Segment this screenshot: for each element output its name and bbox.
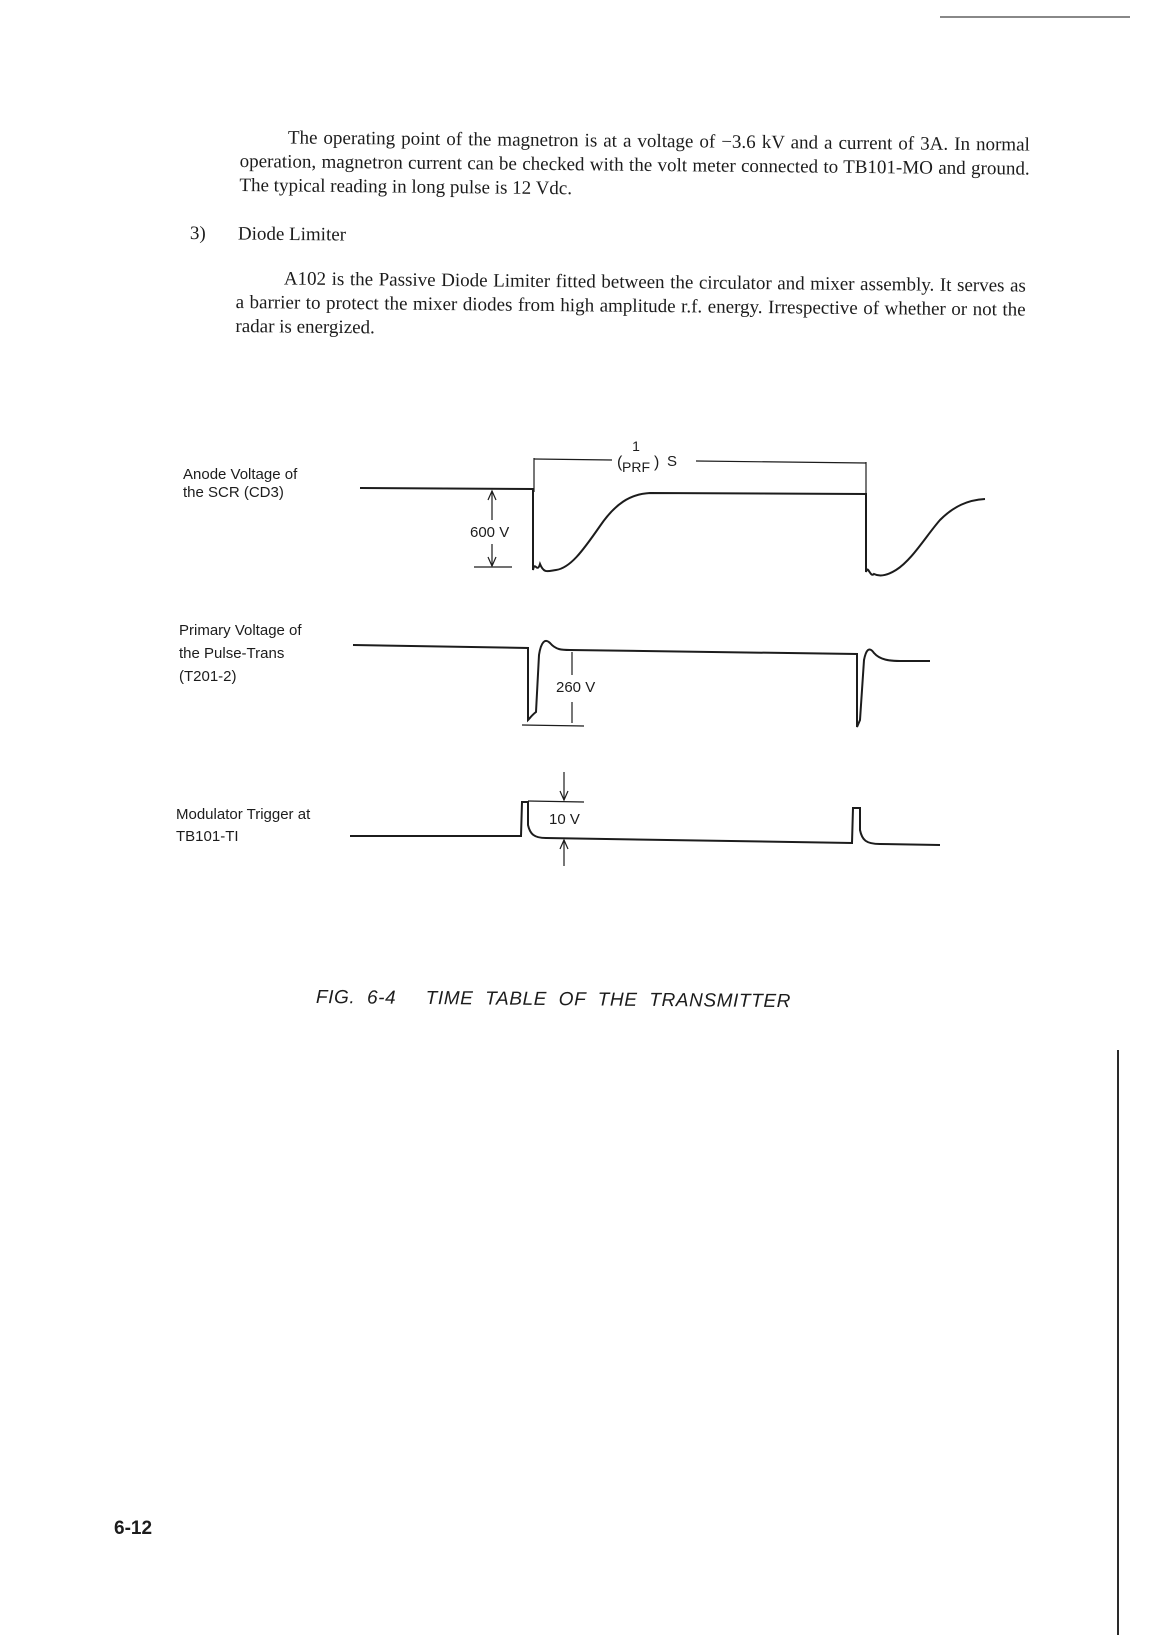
period-denominator: PRF: [622, 459, 650, 475]
anode-label-line-2: the SCR (CD3): [183, 484, 284, 501]
primary-amplitude-baseline: [522, 725, 584, 726]
anode-voltage-trace: [183, 466, 985, 575]
anode-amplitude-label: 600 V: [470, 524, 510, 541]
paragraph-diode-limiter: A102 is the Passive Diode Limiter fitted between the circulator and mixer assembly. It serves as a barrier to protect the mixer diodes from high amplitude r.f. energy. Irrespective of whether or not the radar is energized.: [235, 268, 1026, 339]
primary-label-line-2: the Pulse-Trans: [179, 645, 285, 662]
trigger-label-line-1: Modulator Trigger at: [176, 806, 311, 823]
trigger-amplitude-reference: [528, 801, 584, 802]
period-dimension: [534, 438, 866, 496]
period-numerator: 1: [632, 438, 640, 454]
trigger-label-line-2: TB101-TI: [176, 828, 239, 845]
anode-label-line-1: Anode Voltage of: [183, 466, 298, 483]
section-number: 3): [189, 223, 206, 245]
figure-caption: FIG. 6-4 TIME TABLE OF THE TRANSMITTER: [315, 987, 792, 1013]
primary-voltage-trace: [179, 622, 930, 727]
trigger-waveform: [350, 802, 940, 845]
period-left-arrow-line: [534, 459, 612, 460]
page-number: 6-12: [114, 1518, 153, 1539]
scan-edge-line: [1117, 1050, 1119, 1635]
period-open-paren: (: [617, 454, 623, 471]
period-unit: S: [667, 453, 678, 470]
modulator-trigger-trace: [176, 772, 940, 866]
primary-amplitude-label: 260 V: [556, 679, 596, 696]
period-close-paren: ): [654, 454, 660, 471]
primary-label-line-3: (T201-2): [179, 668, 237, 685]
primary-waveform: [353, 641, 930, 727]
scan-top-edge: [940, 16, 1130, 18]
trigger-amplitude-label: 10 V: [549, 811, 580, 828]
paragraph-magnetron-operating-point: The operating point of the magnetron is at a voltage of −3.6 kV and a current of 3A. In normal operation, magnetron current can be checked with the volt meter connected to TB101-MO and ground. The typical reading in long pulse is 12 Vdc.: [239, 127, 1030, 200]
anode-waveform: [360, 488, 985, 575]
primary-label-line-1: Primary Voltage of: [179, 622, 302, 639]
section-title: Diode Limiter: [237, 223, 347, 246]
period-right-arrow-line: [696, 461, 866, 463]
